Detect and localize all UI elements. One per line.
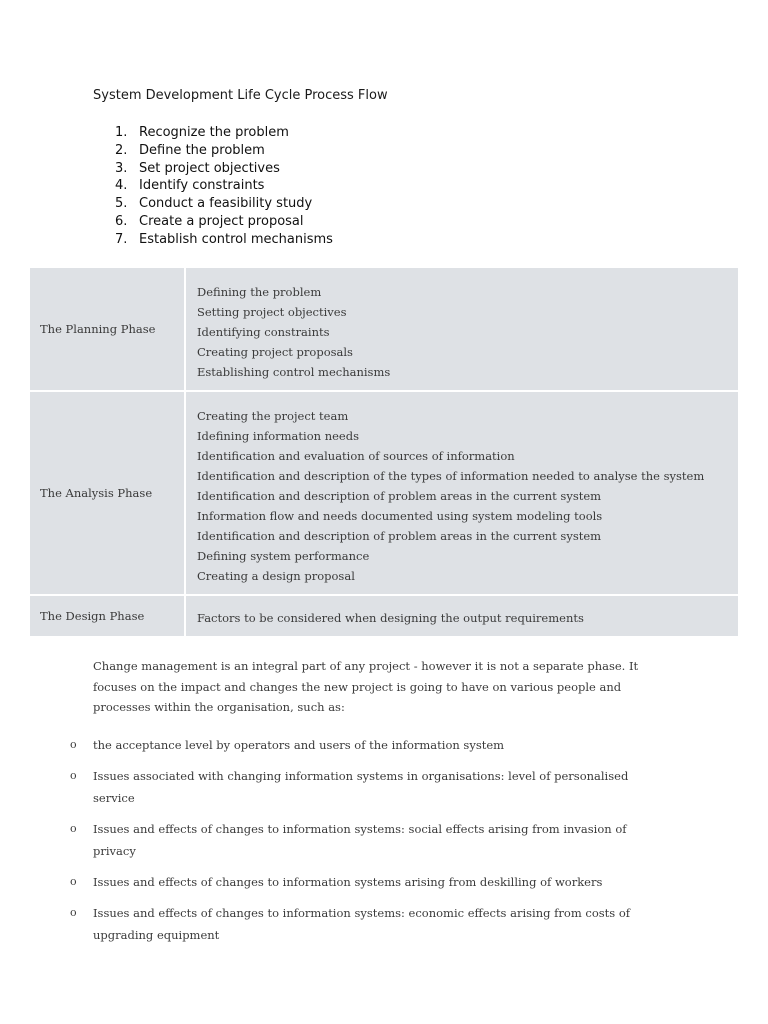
step-number: 2.: [115, 142, 128, 158]
step-text: Identify constraints: [139, 178, 265, 194]
step-item: [115, 124, 333, 142]
phase-item: Idefining information needs: [197, 429, 359, 443]
phase-item: Creating project proposals: [197, 345, 353, 359]
phase-item: Factors to be considered when designing the output requirements: [197, 611, 584, 625]
step-item: [115, 142, 333, 160]
phase-item: Identification and description of problem areas in the current system: [197, 529, 602, 543]
step-number: 3.: [115, 160, 128, 176]
bullet-text: the acceptance level by operators and users of the information system: [93, 738, 505, 752]
phase-row-design: [30, 595, 738, 637]
change-management-paragraph: Change management is an integral part of any project - however it is not a separate phase. It focuses on the impact and changes the new project is going to have on various people and processes within the organisation, such as:: [93, 659, 639, 714]
phase-item: Creating a design proposal: [197, 569, 355, 583]
step-text: Conduct a feasibility study: [139, 196, 313, 212]
step-item: [115, 195, 333, 213]
phase-item: Defining system performance: [197, 549, 370, 563]
phase-item: Identification and evaluation of sources of information: [197, 449, 515, 463]
hollow-circle-bullet-icon: o: [70, 738, 77, 751]
bullet-text: Issues and effects of changes to information systems: economic effects arising from costs of upgrading equipment: [93, 906, 631, 942]
phase-items-cell: [185, 391, 738, 595]
change-effects-list: [70, 734, 670, 955]
step-item: [115, 213, 333, 231]
step-item: [115, 177, 333, 195]
step-number: 4.: [115, 178, 128, 194]
phase-row-analysis: [30, 391, 738, 595]
step-item: [115, 160, 333, 178]
phase-name-cell: The Planning Phase: [30, 268, 185, 391]
phase-name-cell: The Analysis Phase: [30, 391, 185, 595]
phase-table: [30, 268, 738, 638]
phase-row-planning: [30, 268, 738, 391]
phase-items-cell: [185, 268, 738, 391]
bullet-item: [70, 818, 670, 862]
step-number: 1.: [115, 125, 128, 140]
hollow-circle-bullet-icon: o: [70, 822, 77, 835]
phase-item: Information flow and needs documented using system modeling tools: [197, 509, 603, 523]
bullet-text: Issues associated with changing information systems in organisations: level of personalised service: [93, 769, 629, 805]
step-text: Establish control mechanisms: [139, 231, 333, 247]
phase-item: Establishing control mechanisms: [197, 365, 391, 379]
step-text: Create a project proposal: [139, 213, 304, 229]
step-text: Recognize the problem: [139, 125, 289, 140]
step-number: 5.: [115, 196, 128, 212]
hollow-circle-bullet-icon: o: [70, 906, 77, 919]
step-item: [115, 231, 333, 249]
phase-item: Creating the project team: [197, 409, 349, 423]
step-text: Set project objectives: [139, 160, 280, 176]
phase-item: Identification and description of the types of information needed to analyse the system: [197, 469, 705, 483]
phase-name-cell: The Design Phase: [30, 595, 185, 637]
bullet-item: [70, 734, 670, 756]
phase-items-cell: [185, 595, 738, 637]
bullet-item: [70, 902, 670, 946]
step-number: 7.: [115, 231, 128, 247]
phase-item: Setting project objectives: [197, 305, 347, 319]
document-title: System Development Life Cycle Process Flow: [93, 88, 388, 103]
bullet-item: [70, 871, 670, 893]
hollow-circle-bullet-icon: o: [70, 875, 77, 888]
bullet-text: Issues and effects of changes to information systems: social effects arising from invasion of privacy: [93, 822, 627, 858]
bullet-text: Issues and effects of changes to information systems arising from deskilling of workers: [93, 875, 603, 889]
bullet-item: [70, 765, 670, 809]
hollow-circle-bullet-icon: o: [70, 769, 77, 782]
step-number: 6.: [115, 213, 128, 229]
process-steps-list: [115, 124, 333, 249]
phase-item: Identification and description of problem areas in the current system: [197, 489, 602, 503]
phase-item: Defining the problem: [197, 285, 322, 299]
step-text: Define the problem: [139, 142, 265, 158]
phase-item: Identifying constraints: [197, 325, 330, 339]
